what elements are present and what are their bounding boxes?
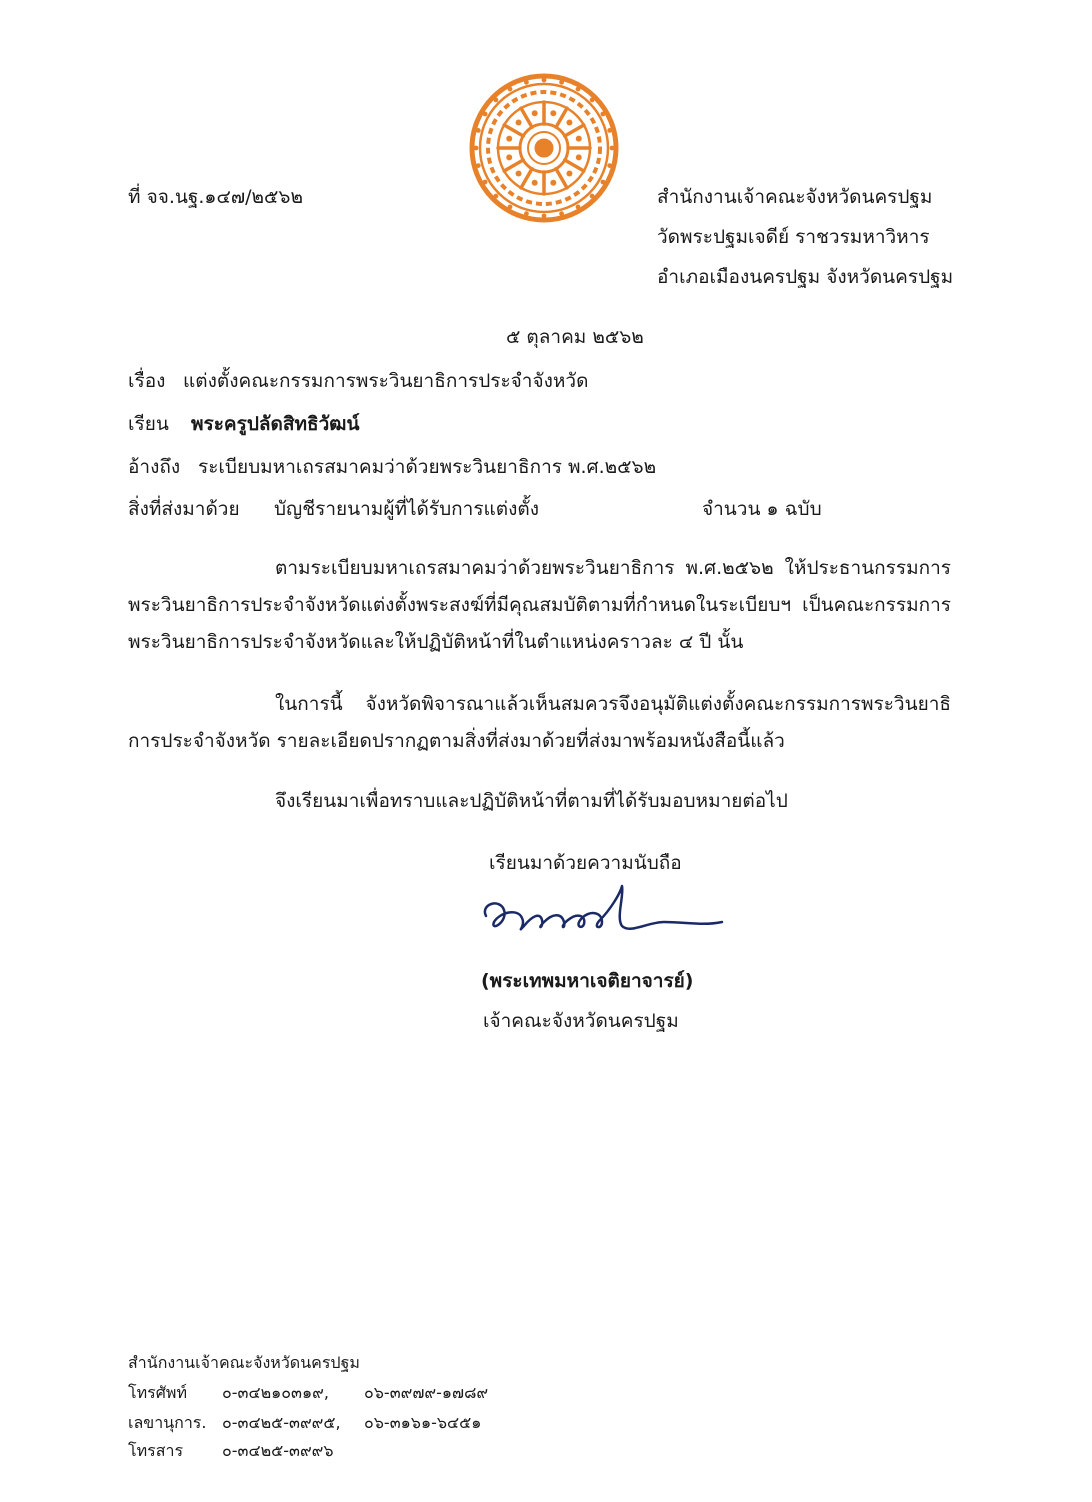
reference-label: อ้างถึง xyxy=(128,456,181,478)
footer-fax-label: โทรสาร xyxy=(128,1441,184,1460)
closing-salutation: เรียนมาด้วยความนับถือ xyxy=(489,852,682,874)
sender-address-line-3: อำเภอเมืองนครปฐม จังหวัดนครปฐม xyxy=(657,266,954,288)
footer-office-name: สำนักงานเจ้าคณะจังหวัดนครปฐม xyxy=(128,1353,360,1372)
letter-date: ๕ ตุลาคม ๒๕๖๒ xyxy=(506,326,644,348)
recipient-label: เรียน xyxy=(128,413,169,435)
body-paragraph-1: ตามระเบียบมหาเถรสมาคมว่าด้วยพระวินยาธิการ พ.ศ.๒๕๖๒ ให้ประธานกรรมการพระวินยาธิการประจำจังหวัดแต่งตั้งพระสงฆ์ที่มีคุณสมบัติตามที่กำหนดในระเบียบฯ เป็นคณะกรรมการพระวินยาธิการประจำจังหวัดและให้ปฏิบัติหน้าที่ในตำแหน่งคราวละ ๔ ปี นั้น xyxy=(128,557,951,653)
handwritten-signature xyxy=(478,882,728,952)
footer-secretary-number-1: ๐-๓๔๒๕-๓๙๙๕, xyxy=(222,1413,341,1432)
enclosure-count: จำนวน ๑ ฉบับ xyxy=(702,498,822,520)
dharma-wheel-icon xyxy=(468,72,620,224)
body-paragraph-2: ในการนี้ จังหวัดพิจารณาแล้วเห็นสมควรจึงอนุมัติแต่งตั้งคณะกรรมการพระวินยาธิการประจำจังหวัด รายละเอียดปรากฏตามสิ่งที่ส่งมาด้วยที่ส่งมาพร้อมหนังสือนี้แล้ว xyxy=(128,693,951,752)
signatory-title: เจ้าคณะจังหวัดนครปฐม xyxy=(483,1010,679,1032)
enclosure-text: บัญชีรายนามผู้ที่ได้รับการแต่งตั้ง xyxy=(274,498,540,520)
sender-address-line-2: วัดพระปฐมเจดีย์ ราชวรมหาวิหาร xyxy=(657,226,930,248)
subject-text: แต่งตั้งคณะกรรมการพระวินยาธิการประจำจังหวัด xyxy=(183,370,589,392)
signatory-name: (พระเทพมหาเจติยาจารย์) xyxy=(481,970,694,992)
subject-label: เรื่อง xyxy=(128,370,166,392)
reference-text: ระเบียบมหาเถรสมาคมว่าด้วยพระวินยาธิการ พ.ศ.๒๕๖๒ xyxy=(198,456,657,478)
recipient-name: พระครูปลัดสิทธิวัฒน์ xyxy=(191,413,360,435)
footer-secretary-label: เลขานุการ. xyxy=(128,1413,207,1432)
footer-phone-number-1: ๐-๓๔๒๑๐๓๑๙, xyxy=(222,1383,329,1402)
reference-number: ที่ จจ.นฐ.๑๔๗/๒๕๖๒ xyxy=(128,186,303,208)
enclosure-label: สิ่งที่ส่งมาด้วย xyxy=(128,498,240,520)
body-paragraph-3: จึงเรียนมาเพื่อทราบและปฏิบัติหน้าที่ตามที่ได้รับมอบหมายต่อไป xyxy=(275,790,788,812)
footer-fax-number: ๐-๓๔๒๕-๓๙๙๖ xyxy=(222,1441,334,1460)
sender-address-line-1: สำนักงานเจ้าคณะจังหวัดนครปฐม xyxy=(657,186,933,208)
footer-phone-number-2: ๐๖-๓๙๗๙-๑๗๘๙ xyxy=(364,1383,489,1402)
footer-secretary-number-2: ๐๖-๓๑๖๑-๖๔๕๑ xyxy=(364,1413,482,1432)
footer-phone-label: โทรศัพท์ xyxy=(128,1383,187,1402)
